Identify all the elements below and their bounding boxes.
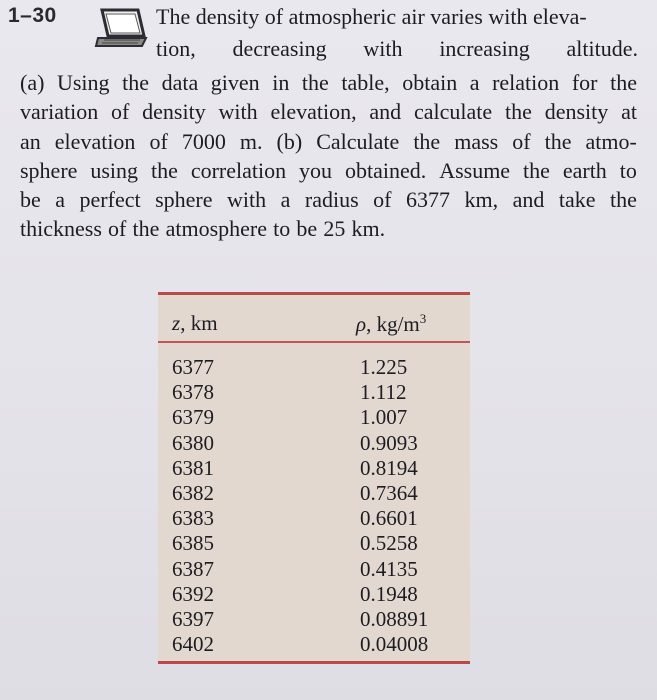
rho-unit-exponent: 3 xyxy=(419,311,427,326)
word: of xyxy=(111,99,130,125)
elevation-cell: 6385 xyxy=(172,531,214,556)
word: a xyxy=(280,187,291,213)
elevation-cell: 6392 xyxy=(172,581,214,606)
elevation-cell: 6379 xyxy=(172,405,214,430)
elevation-cell: 6383 xyxy=(172,506,214,531)
density-cell: 0.9093 xyxy=(360,430,418,455)
word: table, xyxy=(341,70,390,95)
density-cell: 0.7364 xyxy=(360,480,418,505)
word: elevation, xyxy=(270,99,357,125)
word: you xyxy=(299,157,333,183)
word: density xyxy=(142,99,206,125)
word: radius xyxy=(304,187,359,213)
laptop-icon xyxy=(94,6,150,50)
word: of xyxy=(108,216,127,242)
word: density xyxy=(544,99,609,125)
table-row xyxy=(158,481,470,506)
word: sphere xyxy=(20,157,78,183)
word: and xyxy=(512,187,545,213)
word: to xyxy=(273,216,291,242)
word: (a) xyxy=(20,70,45,95)
word: elevation xyxy=(54,128,136,154)
word: the xyxy=(504,99,532,125)
word: the xyxy=(523,157,550,183)
density-cell: 0.5258 xyxy=(360,531,418,556)
word: at xyxy=(621,99,637,125)
word: obtain xyxy=(402,70,458,95)
density-cell: 0.6601 xyxy=(360,506,418,531)
table-body xyxy=(158,355,470,657)
word: sphere xyxy=(155,187,213,213)
word: of xyxy=(149,128,168,154)
elevation-cell: 6378 xyxy=(172,380,214,405)
table-row xyxy=(158,380,470,405)
table-row xyxy=(158,456,470,481)
word: the xyxy=(301,70,329,95)
body-line xyxy=(20,97,637,126)
word: be xyxy=(296,216,318,242)
word: relation xyxy=(492,70,560,95)
table-row xyxy=(158,531,470,556)
word: the xyxy=(122,70,149,95)
elevation-cell: 6381 xyxy=(172,455,214,480)
elevation-cell: 6377 xyxy=(172,355,214,379)
table-row xyxy=(158,405,470,430)
word: of xyxy=(512,128,531,154)
body-line xyxy=(20,185,637,214)
elevation-cell: 6402 xyxy=(172,632,214,657)
table-header xyxy=(158,295,470,343)
word: 25 xyxy=(323,216,346,242)
elevation-cell: 6382 xyxy=(172,480,214,505)
word: Calculate xyxy=(316,128,400,154)
word: m. xyxy=(239,128,263,154)
density-cell: 0.04008 xyxy=(360,632,429,657)
elevation-cell: 6397 xyxy=(172,606,214,631)
word: be xyxy=(20,187,41,213)
word: the xyxy=(150,157,178,183)
density-cell: 0.1948 xyxy=(360,581,418,606)
word: using xyxy=(90,157,139,183)
word: (b) xyxy=(276,128,303,154)
z-unit: , km xyxy=(180,311,218,335)
word: and xyxy=(369,99,402,125)
word: given xyxy=(210,70,260,95)
elevation-cell: 6387 xyxy=(172,556,214,581)
problem-line-1: The density of atmospheric air varies with eleva- xyxy=(156,4,587,29)
word: km, xyxy=(464,187,499,213)
word: increasing xyxy=(439,36,530,61)
word: take xyxy=(558,187,596,213)
word: data xyxy=(161,70,199,95)
word: 6377 xyxy=(406,187,450,213)
z-symbol: z xyxy=(172,311,181,335)
word: atmosphere xyxy=(165,216,267,242)
rho-symbol: ρ xyxy=(356,312,367,336)
word: with xyxy=(227,187,267,213)
table-row xyxy=(158,557,470,582)
word: to xyxy=(619,157,637,183)
word: a xyxy=(55,187,66,213)
word: with xyxy=(363,36,403,61)
word: Using xyxy=(56,70,110,95)
word: of xyxy=(373,187,392,213)
table-row xyxy=(158,355,470,380)
word: perfect xyxy=(79,187,141,213)
table-row xyxy=(158,607,470,632)
word: the xyxy=(610,187,637,213)
problem-body xyxy=(20,68,637,244)
word: earth xyxy=(562,157,607,183)
table-row xyxy=(158,582,470,607)
word: Assume xyxy=(439,157,511,183)
word: the xyxy=(413,128,441,154)
density-cell: 0.4135 xyxy=(360,556,418,581)
body-line xyxy=(20,214,637,243)
word: altitude. xyxy=(566,36,638,61)
body-line xyxy=(20,156,637,185)
table-row xyxy=(158,506,470,531)
word: an xyxy=(20,128,41,154)
problem-line-2 xyxy=(156,36,638,62)
word: tion, xyxy=(156,36,196,61)
density-cell: 0.8194 xyxy=(360,455,418,480)
elevation-cell: 6380 xyxy=(172,430,214,455)
word: a xyxy=(469,70,480,95)
problem-number: 1–30 xyxy=(8,4,57,27)
word: the xyxy=(132,216,160,242)
word: atmo- xyxy=(585,128,637,154)
word: 7000 xyxy=(181,128,226,154)
word: km. xyxy=(351,216,386,242)
rho-unit: , kg/m xyxy=(366,312,420,336)
word: the xyxy=(544,128,572,154)
column-header-elevation xyxy=(172,311,218,336)
body-line xyxy=(20,68,637,97)
word: mass xyxy=(454,128,499,154)
table-row xyxy=(158,431,470,456)
word: in xyxy=(272,70,290,95)
word: with xyxy=(218,99,258,125)
density-cell: 1.112 xyxy=(360,380,407,405)
word: thickness xyxy=(20,216,102,242)
word: calculate xyxy=(414,99,493,125)
density-table xyxy=(158,292,470,664)
word: variation xyxy=(20,99,99,125)
word: correlation xyxy=(190,157,287,183)
word: for xyxy=(571,70,598,95)
word: decreasing xyxy=(232,36,327,61)
body-line xyxy=(20,127,637,156)
density-cell: 1.007 xyxy=(360,405,408,430)
column-header-density xyxy=(356,311,426,337)
table-row xyxy=(158,632,470,657)
density-cell: 1.225 xyxy=(360,355,408,379)
word: obtained. xyxy=(344,157,427,183)
word: the xyxy=(610,70,637,95)
density-cell: 0.08891 xyxy=(360,606,429,631)
